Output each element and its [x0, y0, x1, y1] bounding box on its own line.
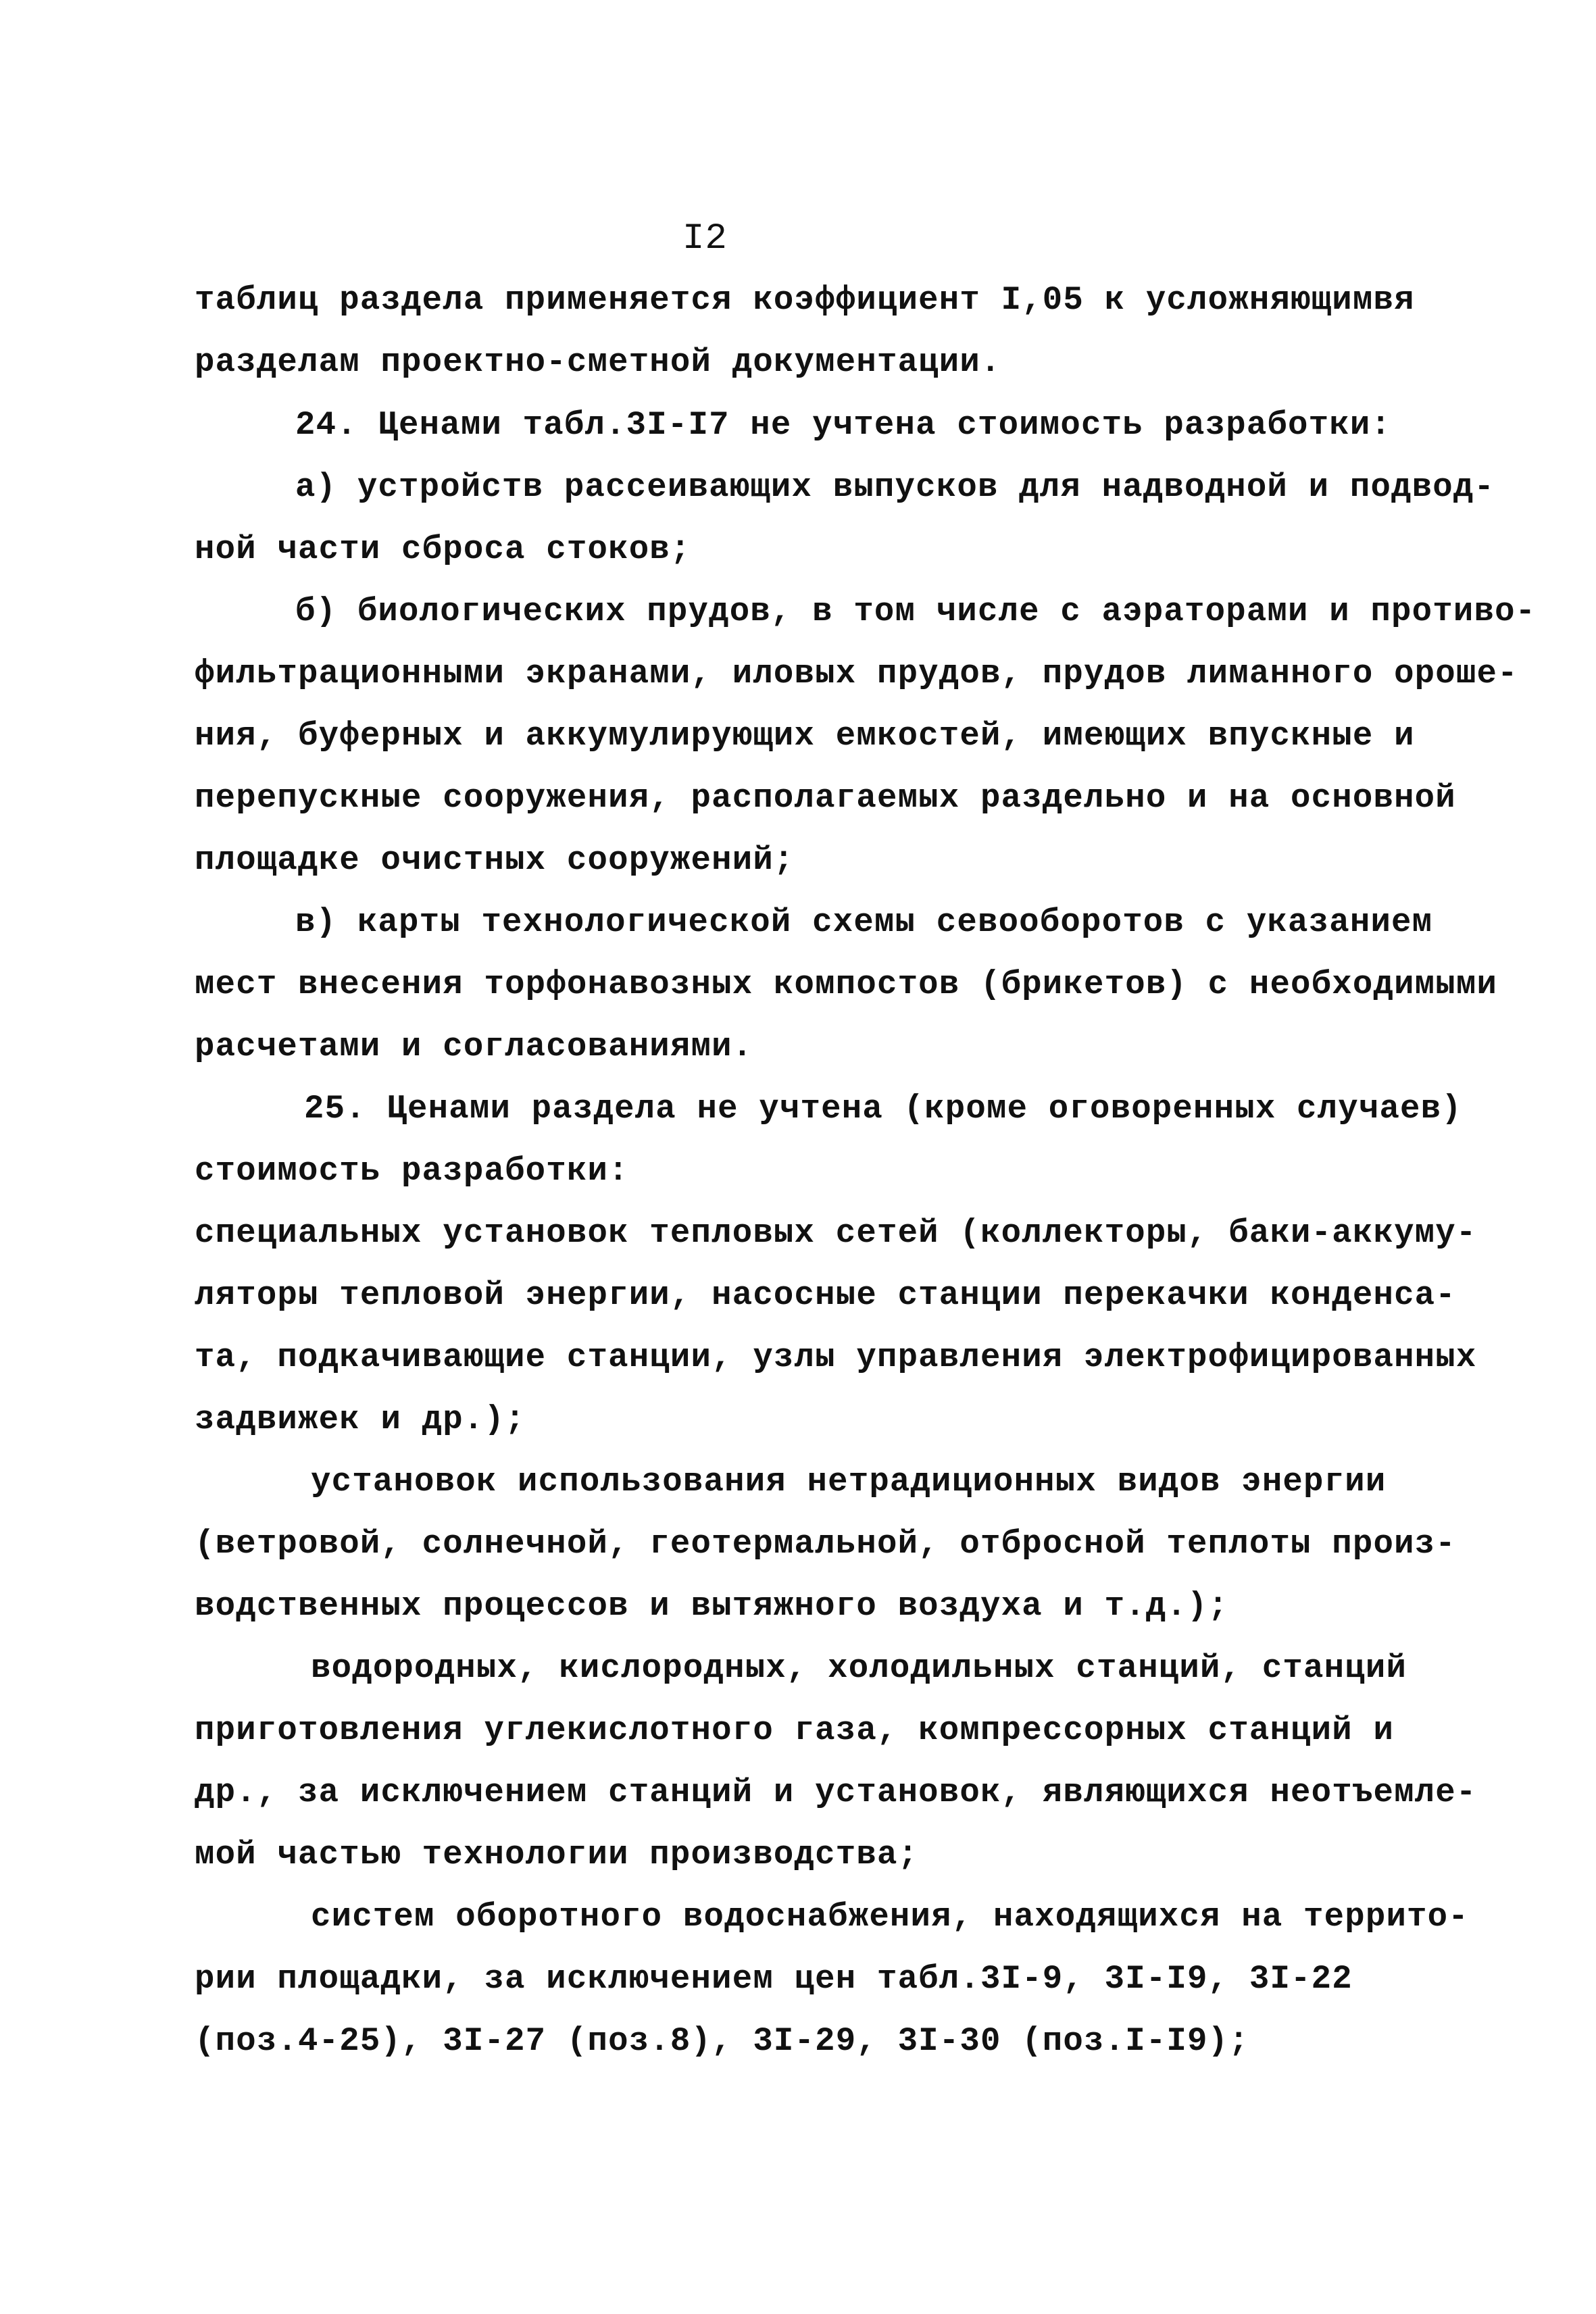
text-line: площадке очистных сооружений; — [195, 841, 795, 879]
text-line: мест внесения торфонавозных компостов (брикетов) с необходимыми — [195, 965, 1498, 1003]
text-line: (поз.4-25), 3I-27 (поз.8), 3I-29, 3I-30 (поз.I-I9); — [195, 2022, 1249, 2060]
text-line: специальных установок тепловых сетей (коллекторы, баки-аккуму- — [195, 1214, 1477, 1252]
text-line: та, подкачивающие станции, узлы управления электрофицированных — [195, 1338, 1477, 1376]
text-line: систем оборотного водоснабжения, находящихся на террито- — [311, 1898, 1469, 1936]
text-line: расчетами и согласованиями. — [195, 1028, 753, 1065]
text-line: таблиц раздела применяется коэффициент I,05 к усложняющимвя — [195, 281, 1415, 319]
text-line: в) карты технологической схемы севооборотов с указанием — [295, 903, 1433, 941]
text-line: а) устройств рассеивающих выпусков для надводной и подвод- — [295, 468, 1495, 506]
page-number: I2 — [682, 218, 728, 259]
text-line: б) биологических прудов, в том числе с аэраторами и противо- — [295, 593, 1537, 630]
text-line: водственных процессов и вытяжного воздуха и т.д.); — [195, 1587, 1229, 1625]
text-line: задвижек и др.); — [195, 1401, 526, 1438]
text-line: установок использования нетрадиционных видов энергии — [311, 1463, 1387, 1501]
text-line: приготовления углекислотного газа, компрессорных станций и — [195, 1711, 1395, 1749]
text-line: др., за исключением станций и установок, являющихся неотъемле- — [195, 1774, 1477, 1811]
text-line: 24. Ценами табл.3I-I7 не учтена стоимость разработки: — [295, 406, 1392, 444]
text-line: ляторы тепловой энергии, насосные станции перекачки конденса- — [195, 1276, 1456, 1314]
text-line: разделам проектно-сметной документации. — [195, 343, 1001, 381]
text-line: ния, буферных и аккумулирующих емкостей, имеющих впускные и — [195, 717, 1415, 755]
text-line: водородных, кислородных, холодильных станций, станций — [311, 1649, 1407, 1687]
text-line: перепускные сооружения, располагаемых раздельно и на основной — [195, 779, 1456, 817]
text-line: стоимость разработки: — [195, 1152, 629, 1190]
text-line: ной части сброса стоков; — [195, 530, 691, 568]
text-line: 25. Ценами раздела не учтена (кроме оговоренных случаев) — [304, 1090, 1462, 1128]
text-line: мой частью технологии производства; — [195, 1836, 919, 1873]
text-line: фильтрационными экранами, иловых прудов, прудов лиманного ороше- — [195, 655, 1518, 693]
text-line: (ветровой, солнечной, геотермальной, отбросной теплоты произ- — [195, 1525, 1456, 1563]
text-line: рии площадки, за исключением цен табл.3I-9, 3I-I9, 3I-22 — [195, 1960, 1353, 1998]
